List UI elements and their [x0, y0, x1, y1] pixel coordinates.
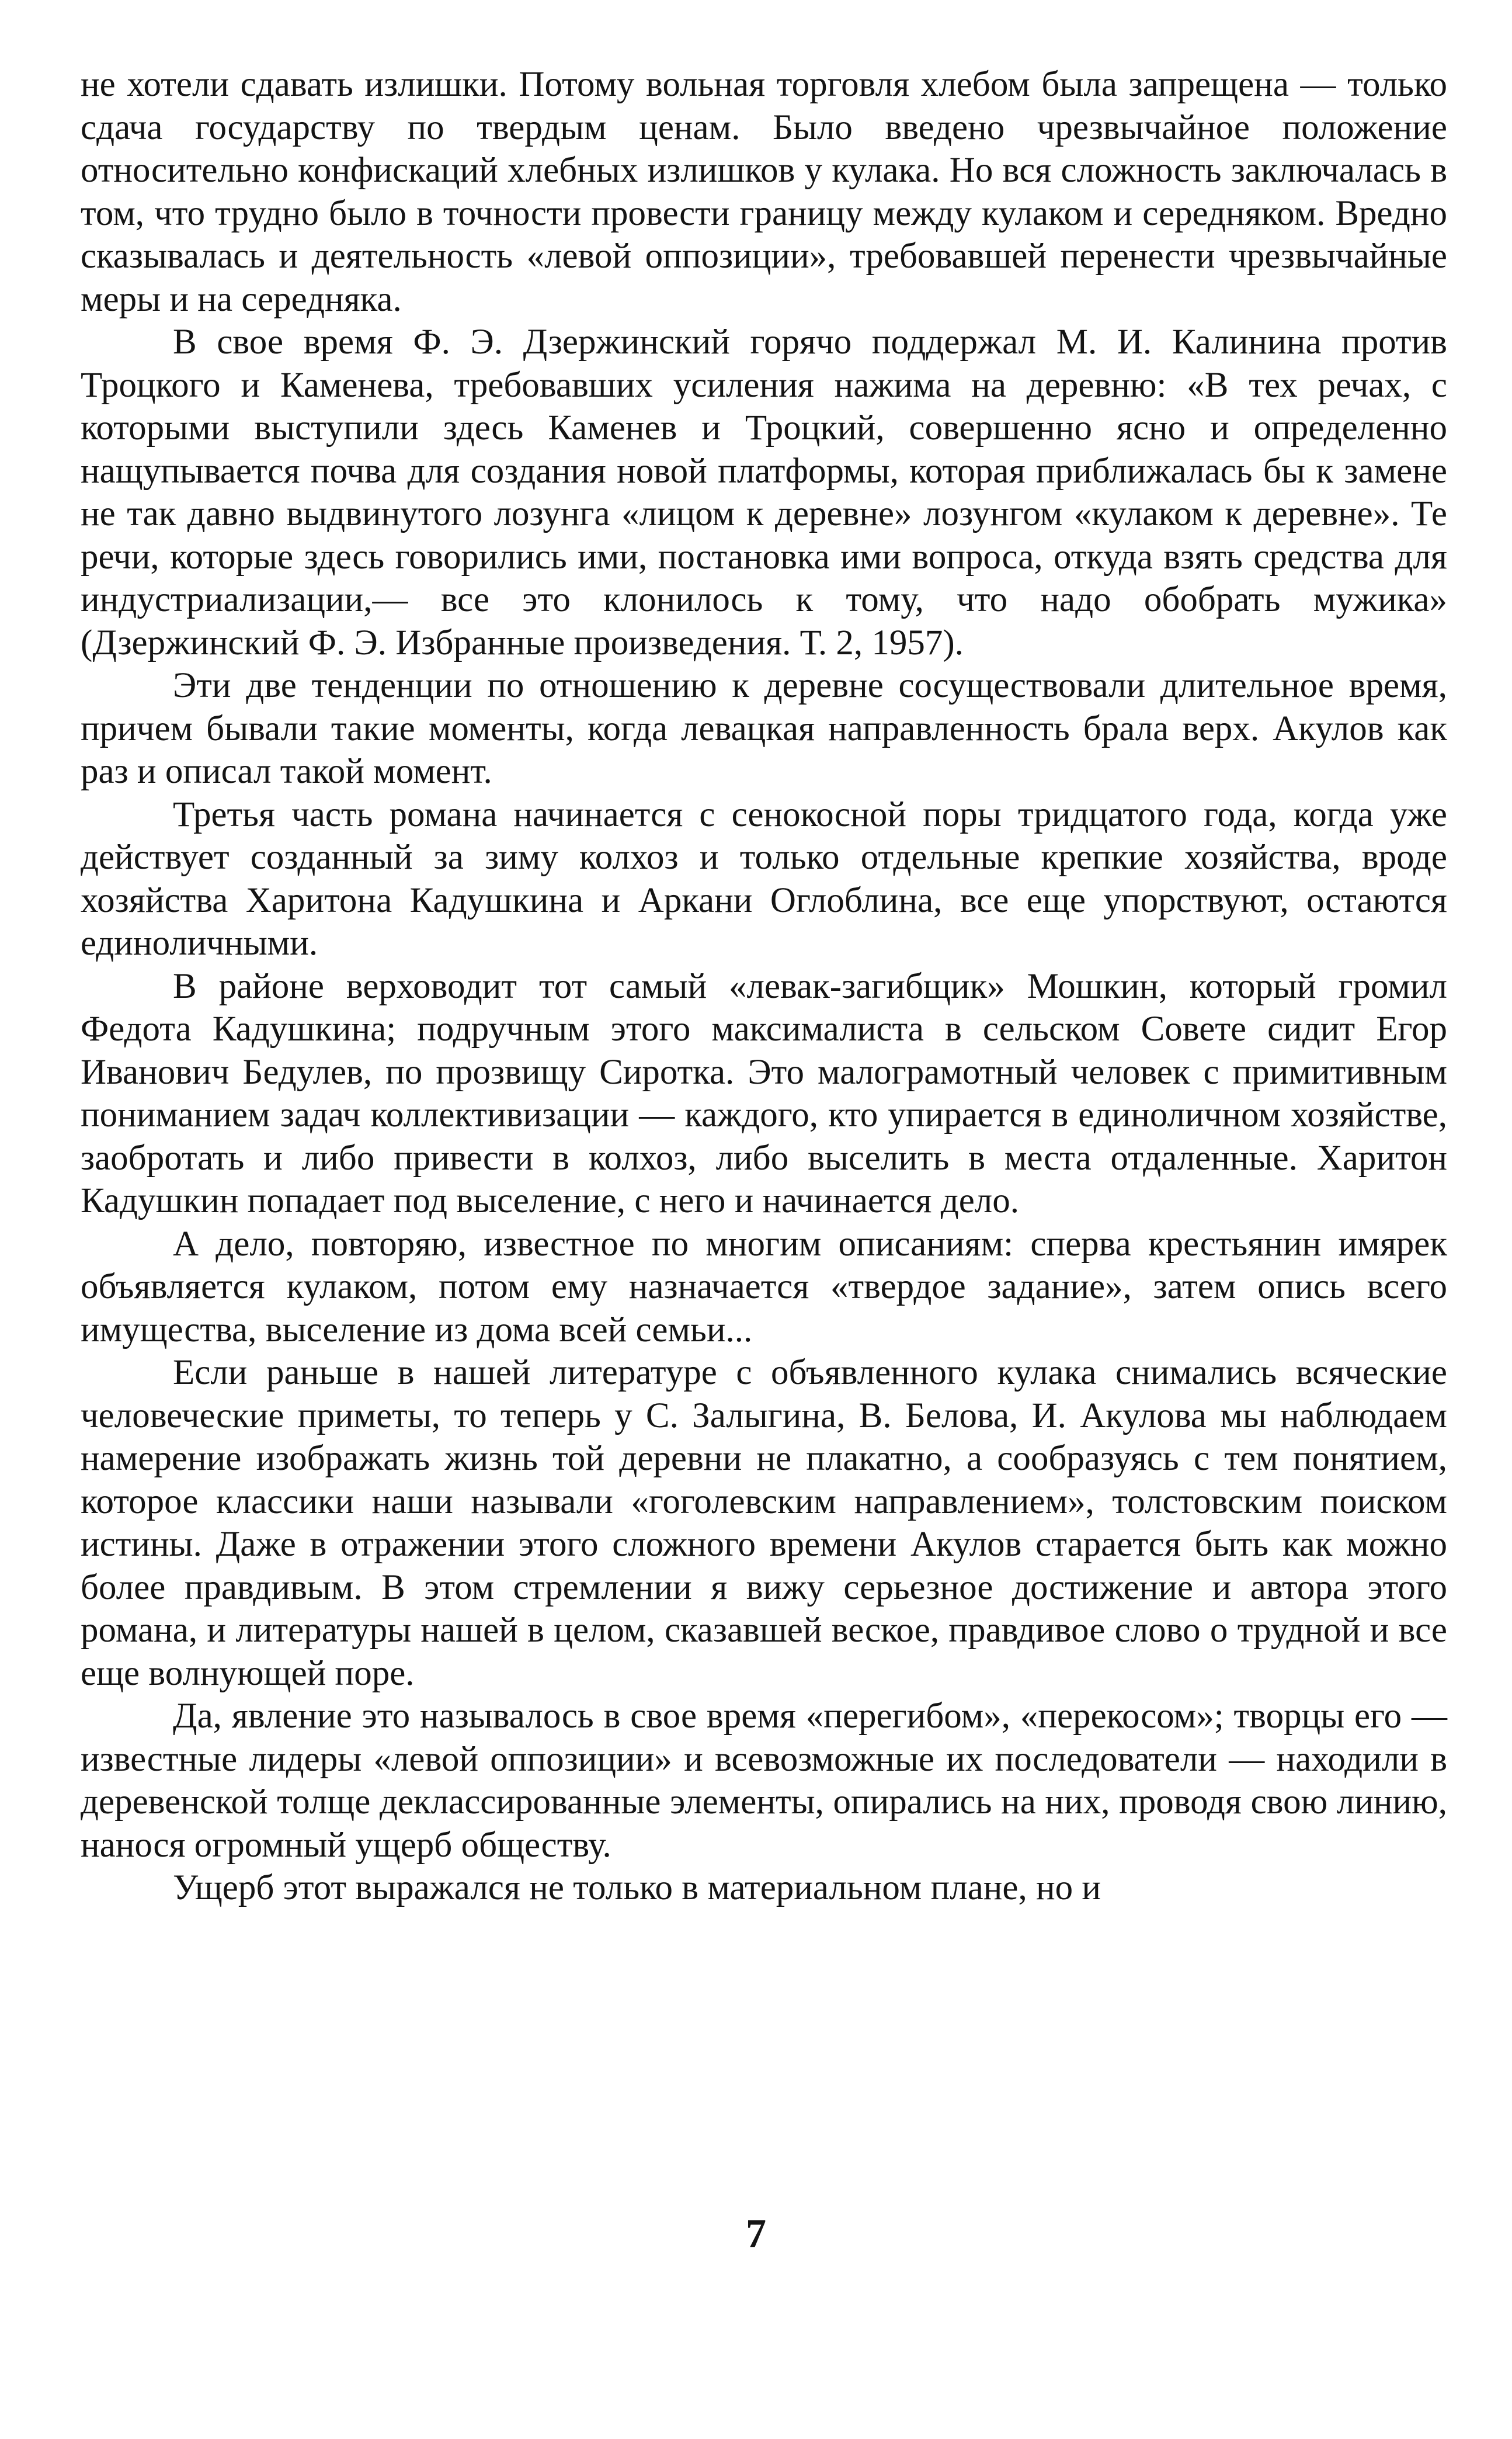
paragraph-6: А дело, повторяю, известное по многим описаниям: сперва крестьянин имярек объявляется кулаком, потом ему назначается «твердое задание», затем опись всего имущества, выселение из дома всей семьи... [81, 1224, 1447, 1349]
page-body [81, 63, 1447, 1910]
paragraph-5: В районе верховодит тот самый «левак-загибщик» Мошкин, который громил Федота Кадушкина; подручным этого максималиста в сельском Совете сидит Егор Иванович Бедулев, по прозвищу Сиротка. Это малограмотный человек с примитивным пониманием задач коллективизации — каждого, кто упирается в единоличном хозяйстве, заобротать и либо привести в колхоз, либо выселить в места отдаленные. Харитон Кадушкин попадает под выселение, с него и начинается дело. [81, 966, 1447, 1220]
paragraph-7: Если раньше в нашей литературе с объявленного кулака снимались всяческие человеческие приметы, то теперь у С. Залыгина, В. Белова, И. Акулова мы наблюдаем намерение изображать жизнь той деревни не плакатно, а сообразуясь с тем понятием, которое классики наши называли «гоголевским направлением», толстовским поиском истины. Даже в отражении этого сложного времени Акулов старается быть как можно более правдивым. В этом стремлении я вижу серьезное достижение и автора этого романа, и литературы нашей в целом, сказавшей веское, правдивое слово о трудной и все еще волнующей поре. [81, 1353, 1447, 1693]
paragraph-8: Да, явление это называлось в свое время «перегибом», «перекосом»; творцы его — известные лидеры «левой оппозиции» и всевозможные их последователи — находили в деревенской толще деклассированные элементы, опирались на них, проводя свою линию, нанося огромный ущерб обществу. [81, 1696, 1447, 1865]
page-number: 7 [746, 2211, 766, 2256]
paragraph-4: Третья часть романа начинается с сенокосной поры тридцатого года, когда уже действует созданный за зиму колхоз и только отдельные крепкие хозяйства, вроде хозяйства Харитона Кадушкина и Аркани Оглоблина, все еще упорствуют, остаются единоличными. [81, 795, 1447, 963]
paragraph-3: Эти две тенденции по отношению к деревне сосуществовали длительное время, причем бывали такие моменты, когда левацкая направленность брала верх. Акулов как раз и описал такой момент. [81, 666, 1447, 791]
paragraph-2: В свое время Ф. Э. Дзержинский горячо поддержал М. И. Калинина против Троцкого и Каменева, требовавших усиления нажима на деревню: «В тех речах, с которыми выступили здесь Каменев и Троцкий, совершенно ясно и определенно нащупывается почва для создания новой платформы, которая приближалась бы к замене не так давно выдвинутого лозунга «лицом к деревне» лозунгом «кулаком к деревне». Те речи, которые здесь говорились ими, постановка ими вопроса, откуда взять средства для индустриализации,— все это клонилось к тому, что надо обобрать мужика» (Дзержинский Ф. Э. Избранные произведения. Т. 2, 1957). [81, 322, 1447, 662]
paragraph-9: Ущерб этот выражался не только в материальном плане, но и [173, 1868, 1101, 1907]
paragraph-1: не хотели сдавать излишки. Потому вольная торговля хлебом была запрещена — только сдача государству по твердым ценам. Было введено чрезвычайное положение относительно конфискаций хлебных излишков у кулака. Но вся сложность заключалась в том, что трудно было в точности провести границу между кулаком и середняком. Вредно сказывалась и деятельность «левой оппозиции», требовавшей перенести чрезвычайные меры и на середняка. [81, 65, 1447, 319]
